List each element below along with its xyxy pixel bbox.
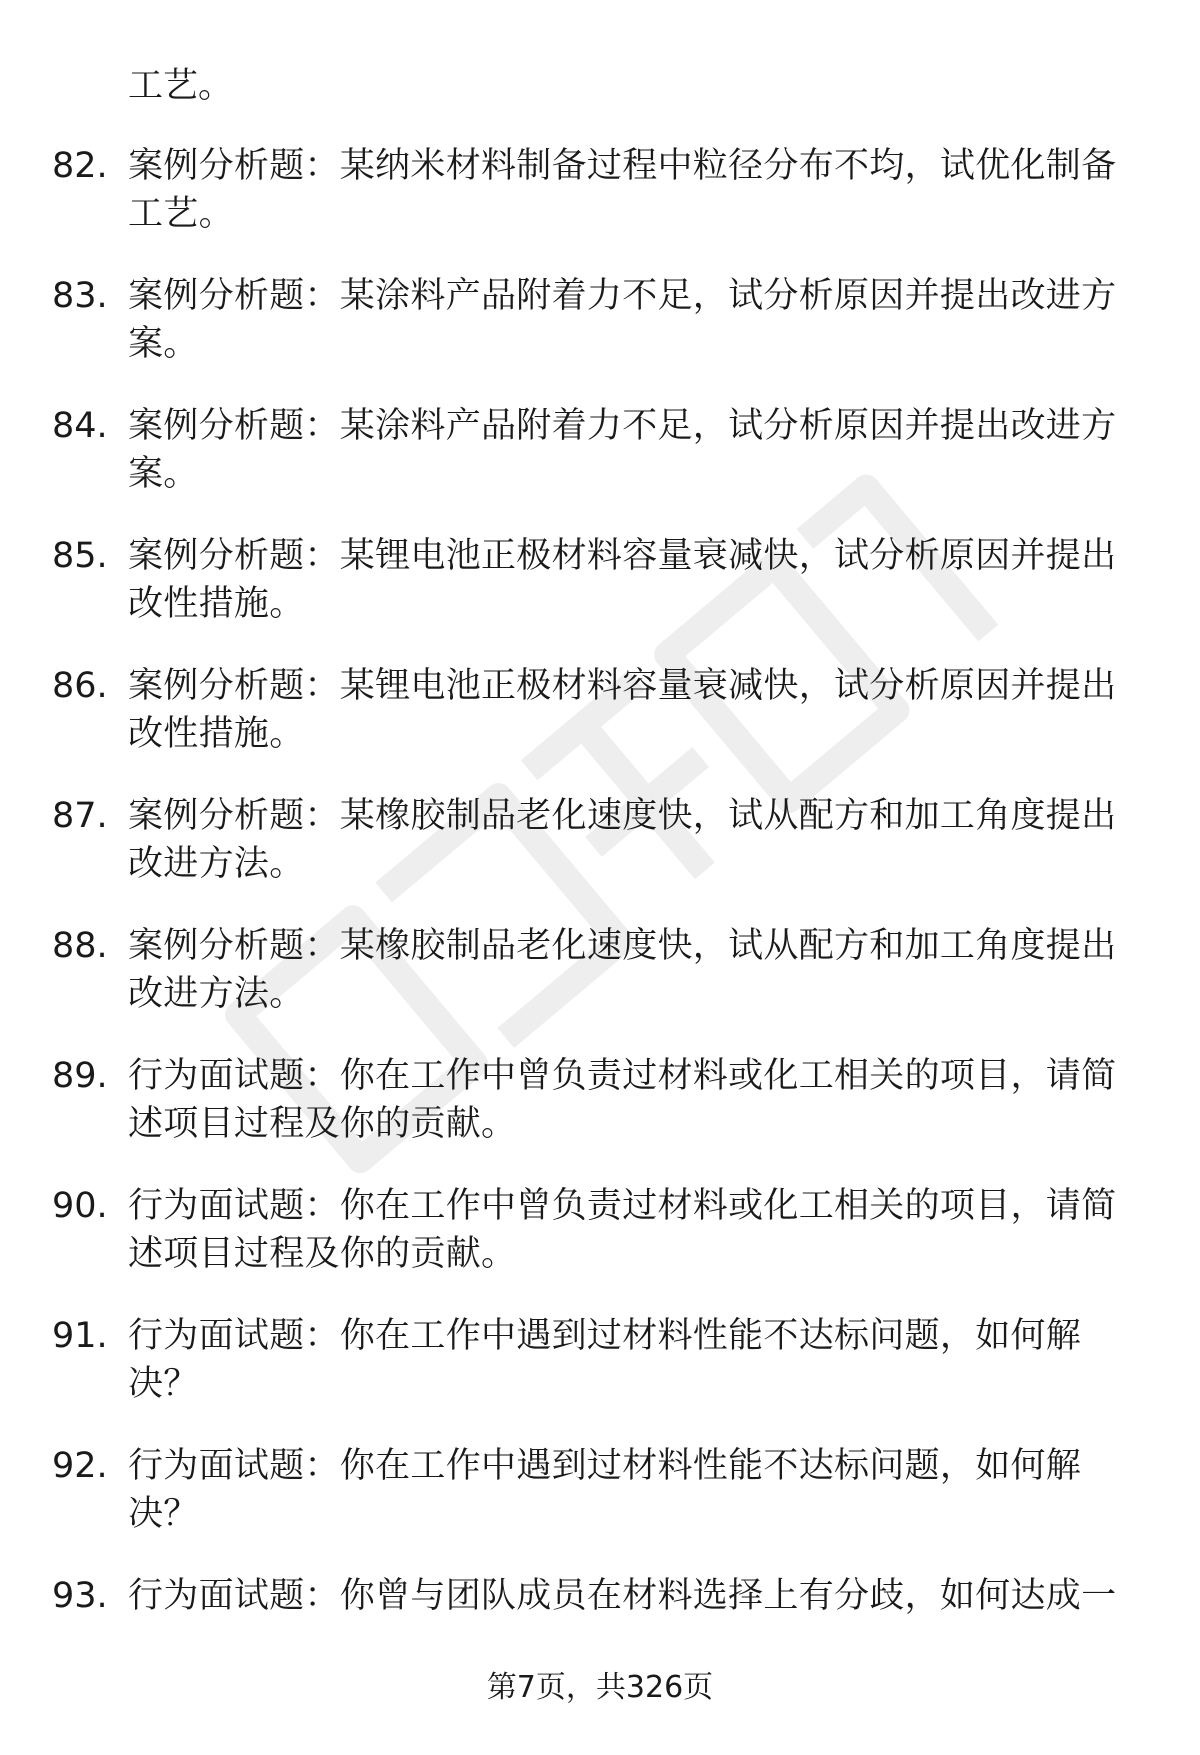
- question-text: 案例分析题：某橡胶制品老化速度快，试从配方和加工角度提出改进方法。: [128, 926, 1117, 1014]
- question-item: [0, 142, 1200, 272]
- continuation-text: 工艺。: [128, 66, 234, 106]
- question-number: 93.: [52, 1576, 108, 1616]
- question-item: [0, 1182, 1200, 1312]
- question-item: [0, 402, 1200, 532]
- question-text: 案例分析题：某锂电池正极材料容量衰减快，试分析原因并提出改性措施。: [128, 666, 1117, 754]
- question-number: 85.: [52, 536, 108, 576]
- page-footer: 第7页，共326页: [486, 1670, 714, 1705]
- question-number: 86.: [52, 666, 108, 706]
- question-number: 84.: [52, 406, 108, 446]
- question-item: [0, 272, 1200, 402]
- question-number: 91.: [52, 1316, 108, 1356]
- question-text: 案例分析题：某纳米材料制备过程中粒径分布不均，试优化制备工艺。: [128, 146, 1117, 234]
- question-item: [0, 532, 1200, 662]
- question-number: 87.: [52, 796, 108, 836]
- question-item: [0, 1442, 1200, 1572]
- question-text: 行为面试题：你在工作中遇到过材料性能不达标问题，如何解决？: [128, 1446, 1082, 1534]
- question-item: [0, 792, 1200, 922]
- question-number: 82.: [52, 146, 108, 186]
- question-text: 行为面试题：你在工作中曾负责过材料或化工相关的项目，请简述项目过程及你的贡献。: [128, 1186, 1117, 1274]
- question-number: 83.: [52, 276, 108, 316]
- question-number: 90.: [52, 1186, 108, 1226]
- question-text: 案例分析题：某锂电池正极材料容量衰减快，试分析原因并提出改性措施。: [128, 536, 1117, 624]
- question-number: 92.: [52, 1446, 108, 1486]
- question-text: 案例分析题：某橡胶制品老化速度快，试从配方和加工角度提出改进方法。: [128, 796, 1117, 884]
- question-item: [0, 922, 1200, 1052]
- question-item: [0, 662, 1200, 792]
- question-item: [0, 1052, 1200, 1182]
- question-text: 行为面试题：你在工作中遇到过材料性能不达标问题，如何解决？: [128, 1316, 1082, 1404]
- question-list: [0, 142, 1200, 1702]
- question-number: 88.: [52, 926, 108, 966]
- question-number: 89.: [52, 1056, 108, 1096]
- question-item: [0, 1312, 1200, 1442]
- question-text: 行为面试题：你在工作中曾负责过材料或化工相关的项目，请简述项目过程及你的贡献。: [128, 1056, 1117, 1144]
- question-text: 案例分析题：某涂料产品附着力不足，试分析原因并提出改进方案。: [128, 406, 1117, 494]
- question-text: 案例分析题：某涂料产品附着力不足，试分析原因并提出改进方案。: [128, 276, 1117, 364]
- question-text: 行为面试题：你曾与团队成员在材料选择上有分歧，如何达成一: [128, 1576, 1117, 1616]
